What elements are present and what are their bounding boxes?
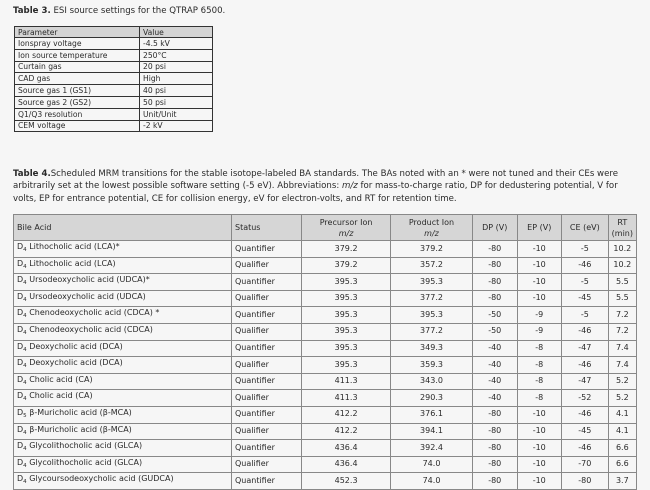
table3-row: [15, 96, 213, 108]
table4-label: Table 4.: [13, 169, 51, 179]
table4-cell-status: Quantifier: [231, 274, 301, 291]
table3-label: Table 3.: [13, 6, 51, 16]
table3-row: [15, 61, 213, 73]
isotope-subscript: 4: [23, 247, 27, 253]
isotope-prefix: D: [17, 391, 24, 401]
header-product-label: Product Ion: [408, 217, 455, 227]
table4-cell-bile-acid: [14, 340, 232, 357]
table4-cell-bile-acid: [14, 473, 232, 490]
table3-row: [15, 38, 213, 50]
table4-body: [14, 241, 637, 490]
table4-cell-precursor: 395.3: [302, 357, 391, 374]
header-bile-acid: Bile Acid: [14, 215, 232, 241]
isotope-subscript: 4: [23, 329, 27, 336]
table4-cell-ep: -10: [517, 241, 562, 258]
isotope-subscript: 4: [23, 379, 27, 386]
esi-settings-table: [14, 26, 213, 132]
table4-row: [14, 274, 637, 291]
table4-row: [14, 373, 637, 390]
isotope-subscript: 4: [23, 346, 27, 353]
table4-cell-dp: -40: [472, 340, 517, 357]
table4-cell-rt: 7.4: [608, 357, 636, 374]
table4-cell-product: 349.3: [391, 340, 473, 357]
table3-cell-parameter: CEM voltage: [15, 120, 140, 132]
table4-cell-status: Quantifier: [231, 373, 301, 390]
table4-cell-rt: 7.2: [608, 307, 636, 324]
table4-cell-product: 394.1: [391, 423, 473, 440]
table4-cell-precursor: 395.3: [302, 274, 391, 291]
table4-cell-dp: -80: [472, 473, 517, 490]
isotope-subscript: 4: [23, 446, 27, 453]
table4-cell-status: Qualifier: [231, 390, 301, 407]
table3-cell-parameter: Source gas 1 (GS1): [15, 85, 140, 97]
table3-cell-parameter: Ionspray voltage: [15, 38, 140, 50]
table4-cell-ce: -5: [562, 307, 609, 324]
table4-row: [14, 290, 637, 307]
table4-cell-ep: -10: [517, 423, 562, 440]
table4-cell-status: Qualifier: [231, 423, 301, 440]
table4-cell-bile-acid: [14, 274, 232, 291]
table4-cell-product: 377.2: [391, 290, 473, 307]
isotope-prefix: D: [17, 358, 24, 368]
table3-cell-value: 40 psi: [140, 85, 213, 97]
isotope-subscript: 4: [23, 479, 27, 486]
table4-row: [14, 390, 637, 407]
table4-cell-ce: -47: [562, 340, 609, 357]
table4-cell-bile-acid: [14, 440, 232, 457]
table4-row: [14, 456, 637, 473]
table3-header-value: Value: [140, 27, 213, 38]
table4-caption: [13, 168, 643, 205]
isotope-prefix: D: [17, 424, 24, 434]
table4-cell-ep: -8: [517, 357, 562, 374]
table4-cell-bile-acid: [14, 357, 232, 374]
table4-cell-product: 395.3: [391, 274, 473, 291]
isotope-prefix: D: [17, 474, 24, 484]
bile-acid-name: Glycolithocholic acid (GLCA): [26, 441, 143, 451]
isotope-subscript: 4: [23, 263, 27, 270]
table4-row: [14, 423, 637, 440]
isotope-prefix: D: [17, 407, 24, 417]
table3-row: [15, 49, 213, 61]
table4-cell-precursor: 412.2: [302, 406, 391, 423]
table4-cell-precursor: 436.4: [302, 456, 391, 473]
isotope-prefix: D: [17, 324, 24, 334]
isotope-subscript: 4: [23, 280, 27, 287]
table4-cell-product: 74.0: [391, 456, 473, 473]
table4-cell-ce: -80: [562, 473, 609, 490]
table4-cell-status: Qualifier: [231, 323, 301, 340]
table3-cell-parameter: Source gas 2 (GS2): [15, 96, 140, 108]
table4-cell-dp: -80: [472, 423, 517, 440]
header-ep: EP (V): [517, 215, 562, 241]
table3-cell-value: -4.5 kV: [140, 38, 213, 50]
table4-cell-precursor: 379.2: [302, 241, 391, 258]
isotope-prefix: D: [17, 242, 24, 251]
table4-cell-ep: -10: [517, 406, 562, 423]
table4-cell-precursor: 411.3: [302, 390, 391, 407]
table4-cell-product: 359.3: [391, 357, 473, 374]
table4-cell-ep: -8: [517, 390, 562, 407]
table4-cell-bile-acid: [14, 257, 232, 274]
table4-cell-status: Quantifier: [231, 440, 301, 457]
table4-cell-ce: -5: [562, 274, 609, 291]
table4-cell-ce: -46: [562, 257, 609, 274]
header-ce: CE (eV): [562, 215, 609, 241]
header-dp: DP (V): [472, 215, 517, 241]
table4-cell-bile-acid: [14, 406, 232, 423]
table4-cell-ep: -8: [517, 340, 562, 357]
table3-caption-text: ESI source settings for the QTRAP 6500.: [50, 6, 226, 16]
table4-cell-ep: -9: [517, 307, 562, 324]
table4-header-row: [14, 215, 637, 241]
table4-row: [14, 473, 637, 490]
bile-acid-name: Glycoursodeoxycholic acid (GUDCA): [26, 474, 174, 484]
isotope-prefix: D: [17, 275, 24, 285]
table4-cell-dp: -80: [472, 290, 517, 307]
header-product: [391, 215, 473, 241]
bile-acid-name: Cholic acid (CA): [26, 391, 93, 401]
table3-cell-parameter: Curtain gas: [15, 61, 140, 73]
bile-acid-name: β-Muricholic acid (β-MCA): [26, 407, 132, 417]
table4-cell-ce: -46: [562, 323, 609, 340]
table4-row: [14, 307, 637, 324]
isotope-prefix: D: [17, 374, 24, 384]
bile-acid-name: Chenodeoxycholic acid (CDCA) *: [26, 308, 160, 318]
bile-acid-name: Lithocholic acid (LCA)*: [26, 242, 120, 251]
bile-acid-name: Glycolithocholic acid (GLCA): [26, 457, 143, 467]
table4-cell-dp: -80: [472, 274, 517, 291]
table4-cell-ep: -10: [517, 257, 562, 274]
table4-cell-ep: -10: [517, 440, 562, 457]
table4-cell-ep: -10: [517, 456, 562, 473]
bile-acid-name: Cholic acid (CA): [26, 374, 93, 384]
table4-row: [14, 241, 637, 258]
table4-cell-bile-acid: [14, 307, 232, 324]
bile-acid-name: Chenodeoxycholic acid (CDCA): [26, 324, 153, 334]
bile-acid-name: Deoxycholic acid (DCA): [26, 358, 123, 368]
isotope-subscript: 4: [23, 429, 27, 436]
table4-cell-status: Quantifier: [231, 340, 301, 357]
table4-cell-ce: -70: [562, 456, 609, 473]
isotope-subscript: 4: [23, 462, 27, 469]
table4-cell-ce: -46: [562, 440, 609, 457]
table4-cell-precursor: 452.3: [302, 473, 391, 490]
isotope-subscript: 4: [23, 313, 27, 320]
table3-cell-value: Unit/Unit: [140, 108, 213, 120]
table3-cell-value: High: [140, 73, 213, 85]
table4-cell-bile-acid: [14, 373, 232, 390]
table3-cell-value: 250°C: [140, 49, 213, 61]
table4-cell-status: Quantifier: [231, 406, 301, 423]
header-rt: [608, 215, 636, 241]
table4-cell-product: 377.2: [391, 323, 473, 340]
table4-cell-dp: -80: [472, 406, 517, 423]
mrm-transitions-table: [13, 214, 637, 490]
table4-cell-bile-acid: [14, 390, 232, 407]
isotope-subscript: 4: [23, 296, 27, 303]
table4-cell-rt: 5.2: [608, 390, 636, 407]
table4-cell-ce: -46: [562, 406, 609, 423]
table4-row: [14, 406, 637, 423]
table4-cell-rt: 6.6: [608, 440, 636, 457]
table4-cell-dp: -80: [472, 257, 517, 274]
bile-acid-name: Ursodeoxycholic acid (UDCA): [26, 291, 146, 301]
table4-cell-rt: 10.2: [608, 241, 636, 258]
table4-cell-rt: 7.2: [608, 323, 636, 340]
header-rt-label: RT: [617, 217, 628, 227]
isotope-prefix: D: [17, 308, 24, 318]
table3-header-parameter: Parameter: [15, 27, 140, 38]
table4-cell-status: Quantifier: [231, 307, 301, 324]
bile-acid-name: Ursodeoxycholic acid (UDCA)*: [26, 275, 150, 285]
table4-cell-precursor: 395.3: [302, 340, 391, 357]
bile-acid-name: Deoxycholic acid (DCA): [26, 341, 123, 351]
table3-row: [15, 120, 213, 132]
table4-cell-precursor: 379.2: [302, 257, 391, 274]
table4-cell-status: Qualifier: [231, 456, 301, 473]
table3-cell-value: -2 kV: [140, 120, 213, 132]
table4-cell-rt: 5.2: [608, 373, 636, 390]
header-precursor-label: Precursor Ion: [319, 217, 373, 227]
table4-cell-precursor: 436.4: [302, 440, 391, 457]
table4-cell-rt: 10.2: [608, 257, 636, 274]
isotope-prefix: D: [17, 457, 24, 467]
table4-cell-bile-acid: [14, 456, 232, 473]
isotope-subscript: 4: [23, 396, 27, 403]
table4-cell-product: 357.2: [391, 257, 473, 274]
isotope-prefix: D: [17, 258, 24, 268]
table3-cell-value: 50 psi: [140, 96, 213, 108]
table4-cell-dp: -40: [472, 390, 517, 407]
table4-cell-bile-acid: [14, 241, 232, 258]
table4-row: [14, 340, 637, 357]
isotope-subscript: 4: [23, 363, 27, 370]
table4-cell-status: Quantifier: [231, 241, 301, 258]
table4-cell-status: Qualifier: [231, 290, 301, 307]
header-product-unit: m/z: [424, 228, 439, 238]
table3-row: [15, 85, 213, 97]
table4-row: [14, 357, 637, 374]
table4-cell-status: Qualifier: [231, 357, 301, 374]
table4-cell-rt: 5.5: [608, 290, 636, 307]
table4-cell-ce: -5: [562, 241, 609, 258]
table4-cell-dp: -50: [472, 307, 517, 324]
table4-row: [14, 257, 637, 274]
table4-cell-ep: -9: [517, 323, 562, 340]
table4-cell-product: 74.0: [391, 473, 473, 490]
table4-cell-ep: -10: [517, 290, 562, 307]
table3-cell-parameter: CAD gas: [15, 73, 140, 85]
table3-row: [15, 73, 213, 85]
table4-cell-product: 290.3: [391, 390, 473, 407]
table4-row: [14, 440, 637, 457]
table4-cell-precursor: 395.3: [302, 307, 391, 324]
table4-cell-ep: -10: [517, 473, 562, 490]
isotope-prefix: D: [17, 341, 24, 351]
bile-acid-name: β-Muricholic acid (β-MCA): [26, 424, 132, 434]
table4-cell-dp: -80: [472, 440, 517, 457]
header-precursor: [302, 215, 391, 241]
table4-cell-precursor: 411.3: [302, 373, 391, 390]
table4-cell-product: 343.0: [391, 373, 473, 390]
table4-cell-bile-acid: [14, 290, 232, 307]
header-status: Status: [231, 215, 301, 241]
bile-acid-name: Lithocholic acid (LCA): [26, 258, 116, 268]
table4-cell-bile-acid: [14, 323, 232, 340]
table4-cell-rt: 7.4: [608, 340, 636, 357]
table4-cell-ce: -46: [562, 357, 609, 374]
table4-cell-ce: -45: [562, 290, 609, 307]
table3-cell-value: 20 psi: [140, 61, 213, 73]
table3-caption: [13, 5, 413, 17]
table4-cell-ep: -8: [517, 373, 562, 390]
table3-row: [15, 108, 213, 120]
table4-cell-status: Quantifier: [231, 473, 301, 490]
isotope-prefix: D: [17, 441, 24, 451]
table4-cell-product: 376.1: [391, 406, 473, 423]
isotope-subscript: 5: [23, 412, 27, 419]
table4-row: [14, 323, 637, 340]
table4-cell-dp: -80: [472, 241, 517, 258]
table4-cell-dp: -50: [472, 323, 517, 340]
header-rt-unit: (min): [611, 228, 633, 238]
table4-cell-precursor: 395.3: [302, 323, 391, 340]
table3-cell-parameter: Ion source temperature: [15, 49, 140, 61]
table4-cell-rt: 4.1: [608, 406, 636, 423]
table4-cell-dp: -40: [472, 373, 517, 390]
table4-cell-precursor: 395.3: [302, 290, 391, 307]
table4-cell-bile-acid: [14, 423, 232, 440]
table4-cell-ce: -52: [562, 390, 609, 407]
table4-cell-precursor: 412.2: [302, 423, 391, 440]
isotope-prefix: D: [17, 291, 24, 301]
table4-cell-product: 395.3: [391, 307, 473, 324]
table4-caption-text: Scheduled MRM transitions for the stable isotope-labeled BA standards. The BAs noted with an * were not tuned and their CEs were arbitrarily set at the lowest possible software setting (-5 eV). Abbreviations: m/z for mass-to-charge ratio, DP for dedustering potential, V for volts, EP for entrance potential, CE for collision energy, eV for electron-volts, and RT for retention time.: [13, 169, 618, 204]
table4-cell-product: 379.2: [391, 241, 473, 258]
table4-cell-ce: -45: [562, 423, 609, 440]
header-precursor-unit: m/z: [338, 228, 354, 238]
table4-cell-status: Qualifier: [231, 257, 301, 274]
table4-cell-product: 392.4: [391, 440, 473, 457]
table4-cell-rt: 5.5: [608, 274, 636, 291]
table3-cell-parameter: Q1/Q3 resolution: [15, 108, 140, 120]
table4-cell-rt: 6.6: [608, 456, 636, 473]
table4-cell-ce: -47: [562, 373, 609, 390]
table4-cell-rt: 4.1: [608, 423, 636, 440]
table4-cell-ep: -10: [517, 274, 562, 291]
table4-cell-rt: 3.7: [608, 473, 636, 490]
table3-body: [15, 38, 213, 132]
table3-header-row: [15, 27, 213, 38]
table4-cell-dp: -80: [472, 456, 517, 473]
table4-cell-dp: -40: [472, 357, 517, 374]
